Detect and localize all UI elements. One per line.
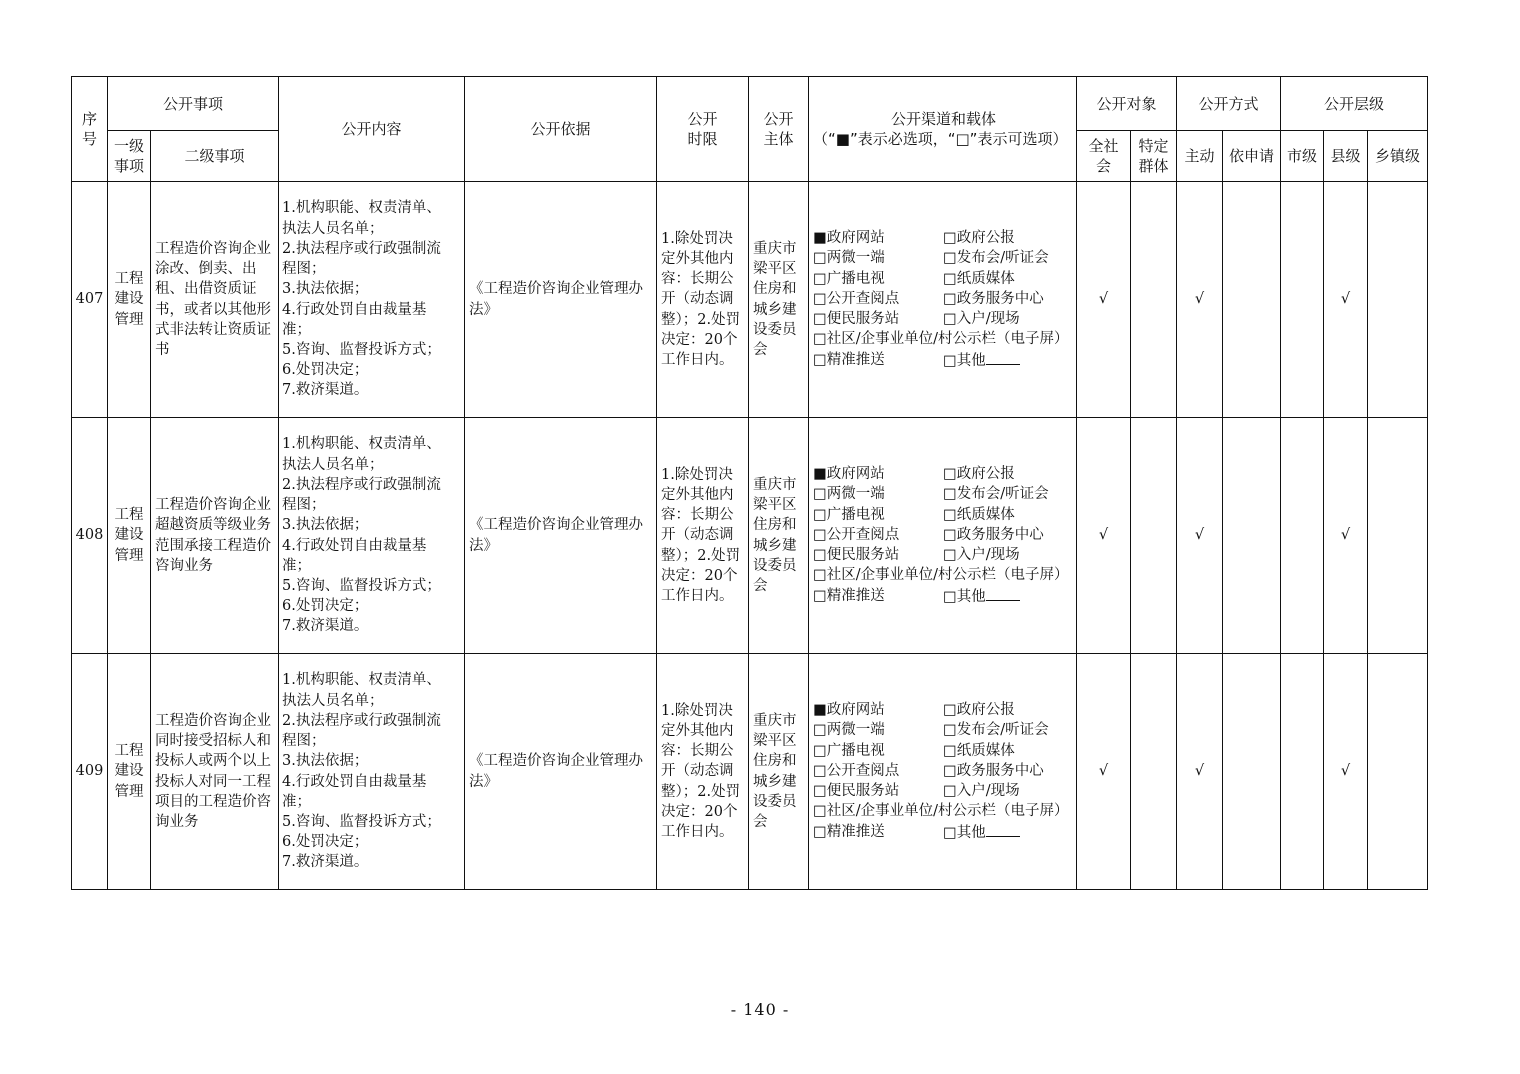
channel-bulletin-board: □社区/企事业单位/村公示栏（电子屏） [813,803,1069,820]
row-seq: 409 [72,654,108,890]
row-method-apply [1223,418,1281,654]
content-line: 执法人员名单； [282,456,384,473]
content-line: 1.机构职能、权责清单、 [282,436,441,453]
content-line: 3.执法依据； [282,517,369,534]
content-line: 4.行政处罚自由裁量基 [282,301,427,318]
content-line: 7.救济渠道。 [282,854,369,871]
row-basis: 《工程造价咨询企业管理办法》 [465,654,657,890]
channel-precise-push: □精准推送 [813,351,885,368]
content-line: 5.咨询、监督投诉方式； [282,341,441,358]
channel-print-media: □纸质媒体 [943,742,1015,759]
row-content [279,418,465,654]
content-line: 准； [282,557,312,574]
row-method-active: √ [1177,654,1223,890]
content-line: 6.处罚决定； [282,598,369,615]
row-level-town [1368,182,1428,418]
header-basis: 公开依据 [465,77,657,182]
header-level-city: 市级 [1281,131,1324,182]
channel-precise-push: □精准推送 [813,823,885,840]
content-line: 2.执法程序或行政强制流 [282,712,441,729]
channel-government-gazette: □政府公报 [943,230,1015,247]
content-line: 4.行政处罚自由裁量基 [282,537,427,554]
content-line: 执法人员名单； [282,692,384,709]
row-level-city [1281,418,1324,654]
row-channels [809,654,1077,890]
content-line: 6.处罚决定； [282,834,369,851]
content-line: 3.执法依据； [282,753,369,770]
row-level2: 工程造价咨询企业涂改、倒卖、出租、出借资质证书，或者以其他形式非法转让资质证书 [151,182,279,418]
row-subject: 重庆市梁平区住房和城乡建设委员会 [749,418,809,654]
row-target-all: √ [1077,654,1131,890]
row-time-limit: 1.除处罚决定外其他内容：长期公开（动态调整）；2.处罚决定：20个工作日内。 [657,654,749,890]
row-target-specific [1131,182,1177,418]
page-number: - 140 - [730,1000,790,1019]
header-level1: 一级事项 [108,131,151,182]
table-row [72,418,1428,654]
row-level1: 工程建设管理 [108,418,151,654]
row-channels [809,418,1077,654]
content-line: 2.执法程序或行政强制流 [282,476,441,493]
content-line: 1.机构职能、权责清单、 [282,200,441,217]
row-basis: 《工程造价咨询企业管理办法》 [465,418,657,654]
row-level-city [1281,182,1324,418]
content-line: 5.咨询、监督投诉方式； [282,577,441,594]
channel-press-hearing: □发布会/听证会 [943,486,1049,503]
row-content [279,182,465,418]
channel-service-center: □政务服务中心 [943,762,1044,779]
row-level-town [1368,654,1428,890]
content-line: 3.执法依据； [282,281,369,298]
channel-government-gazette: □政府公报 [943,466,1015,483]
channel-door-to-door: □入户/现场 [943,547,1020,564]
channel-radio-tv: □广播电视 [813,506,885,523]
channel-radio-tv: □广播电视 [813,270,885,287]
content-line: 7.救济渠道。 [282,618,369,635]
row-method-active: √ [1177,418,1223,654]
channel-public-reading-point: □公开查阅点 [813,290,900,307]
row-level-county: √ [1324,182,1368,418]
channel-print-media: □纸质媒体 [943,270,1015,287]
row-method-apply [1223,182,1281,418]
header-target-specific: 特定群体 [1131,131,1177,182]
row-time-limit: 1.除处罚决定外其他内容：长期公开（动态调整）；2.处罚决定：20个工作日内。 [657,418,749,654]
header-level2: 二级事项 [151,131,279,182]
channel-public-reading-point: □公开查阅点 [813,762,900,779]
channel-service-center: □政务服务中心 [943,290,1044,307]
header-time-limit: 公开时限 [657,77,749,182]
channel-weibo-wechat-app: □两微一端 [813,722,885,739]
channel-bulletin-board: □社区/企事业单位/村公示栏（电子屏） [813,331,1069,348]
row-method-active: √ [1177,182,1223,418]
header-method-apply: 依申请 [1223,131,1281,182]
channel-government-gazette: □政府公报 [943,702,1015,719]
other-blank-line [986,350,1020,365]
header-seq: 序号 [72,77,108,182]
channel-other: □其他 [943,822,1073,843]
row-seq: 408 [72,418,108,654]
row-time-limit: 1.除处罚决定外其他内容：长期公开（动态调整）；2.处罚决定：20个工作日内。 [657,182,749,418]
header-method-active: 主动 [1177,131,1223,182]
header-items: 公开事项 [108,77,279,131]
channel-other: □其他 [943,586,1073,607]
row-target-all: √ [1077,418,1131,654]
header-content: 公开内容 [279,77,465,182]
row-level2: 工程造价咨询企业同时接受招标人和投标人或两个以上投标人对同一工程项目的工程造价咨询业务 [151,654,279,890]
header-target-all: 全社会 [1077,131,1131,182]
content-line: 7.救济渠道。 [282,382,369,399]
channel-radio-tv: □广播电视 [813,742,885,759]
row-level1: 工程建设管理 [108,654,151,890]
header-level: 公开层级 [1281,77,1428,131]
channel-press-hearing: □发布会/听证会 [943,250,1049,267]
row-target-specific [1131,418,1177,654]
content-line: 1.机构职能、权责清单、 [282,672,441,689]
row-subject: 重庆市梁平区住房和城乡建设委员会 [749,654,809,890]
table-row [72,654,1428,890]
channel-other: □其他 [943,350,1073,371]
row-level-town [1368,418,1428,654]
row-level-county: √ [1324,418,1368,654]
content-line: 2.执法程序或行政强制流 [282,240,441,257]
header-channels [809,77,1077,182]
row-method-apply [1223,654,1281,890]
row-seq: 407 [72,182,108,418]
header-level-town: 乡镇级 [1368,131,1428,182]
channel-print-media: □纸质媒体 [943,506,1015,523]
channel-press-hearing: □发布会/听证会 [943,722,1049,739]
channel-precise-push: □精准推送 [813,587,885,604]
row-level-city [1281,654,1324,890]
table-row [72,182,1428,418]
header-subject: 公开主体 [749,77,809,182]
content-line: 程图； [282,261,326,278]
header-level-county: 县级 [1324,131,1368,182]
content-line: 5.咨询、监督投诉方式； [282,813,441,830]
channel-weibo-wechat-app: □两微一端 [813,486,885,503]
header-target: 公开对象 [1077,77,1177,131]
row-level2: 工程造价咨询企业超越资质等级业务范围承接工程造价咨询业务 [151,418,279,654]
row-channels [809,182,1077,418]
channel-service-center: □政务服务中心 [943,526,1044,543]
row-level1: 工程建设管理 [108,182,151,418]
content-line: 程图； [282,497,326,514]
channel-government-website: ■政府网站 [813,702,885,719]
row-target-specific [1131,654,1177,890]
channel-convenience-station: □便民服务站 [813,311,900,328]
channel-door-to-door: □入户/现场 [943,311,1020,328]
other-blank-line [986,586,1020,601]
header-method: 公开方式 [1177,77,1281,131]
content-line: 程图； [282,733,326,750]
channel-convenience-station: □便民服务站 [813,783,900,800]
channel-weibo-wechat-app: □两微一端 [813,250,885,267]
other-blank-line [986,822,1020,837]
channel-bulletin-board: □社区/企事业单位/村公示栏（电子屏） [813,567,1069,584]
content-line: 执法人员名单； [282,220,384,237]
header-channels-note: （“■”表示必选项，“□”表示可选项） [813,130,1068,148]
channel-door-to-door: □入户/现场 [943,783,1020,800]
channel-convenience-station: □便民服务站 [813,547,900,564]
row-content [279,654,465,890]
row-level-county: √ [1324,654,1368,890]
row-subject: 重庆市梁平区住房和城乡建设委员会 [749,182,809,418]
content-line: 准； [282,793,312,810]
channel-government-website: ■政府网站 [813,230,885,247]
channel-government-website: ■政府网站 [813,466,885,483]
row-basis: 《工程造价咨询企业管理办法》 [465,182,657,418]
channel-public-reading-point: □公开查阅点 [813,526,900,543]
header-channels-title: 公开渠道和载体 [891,110,997,128]
content-line: 准； [282,321,312,338]
content-line: 4.行政处罚自由裁量基 [282,773,427,790]
content-line: 6.处罚决定； [282,362,369,379]
disclosure-table [71,76,1428,890]
row-target-all: √ [1077,182,1131,418]
